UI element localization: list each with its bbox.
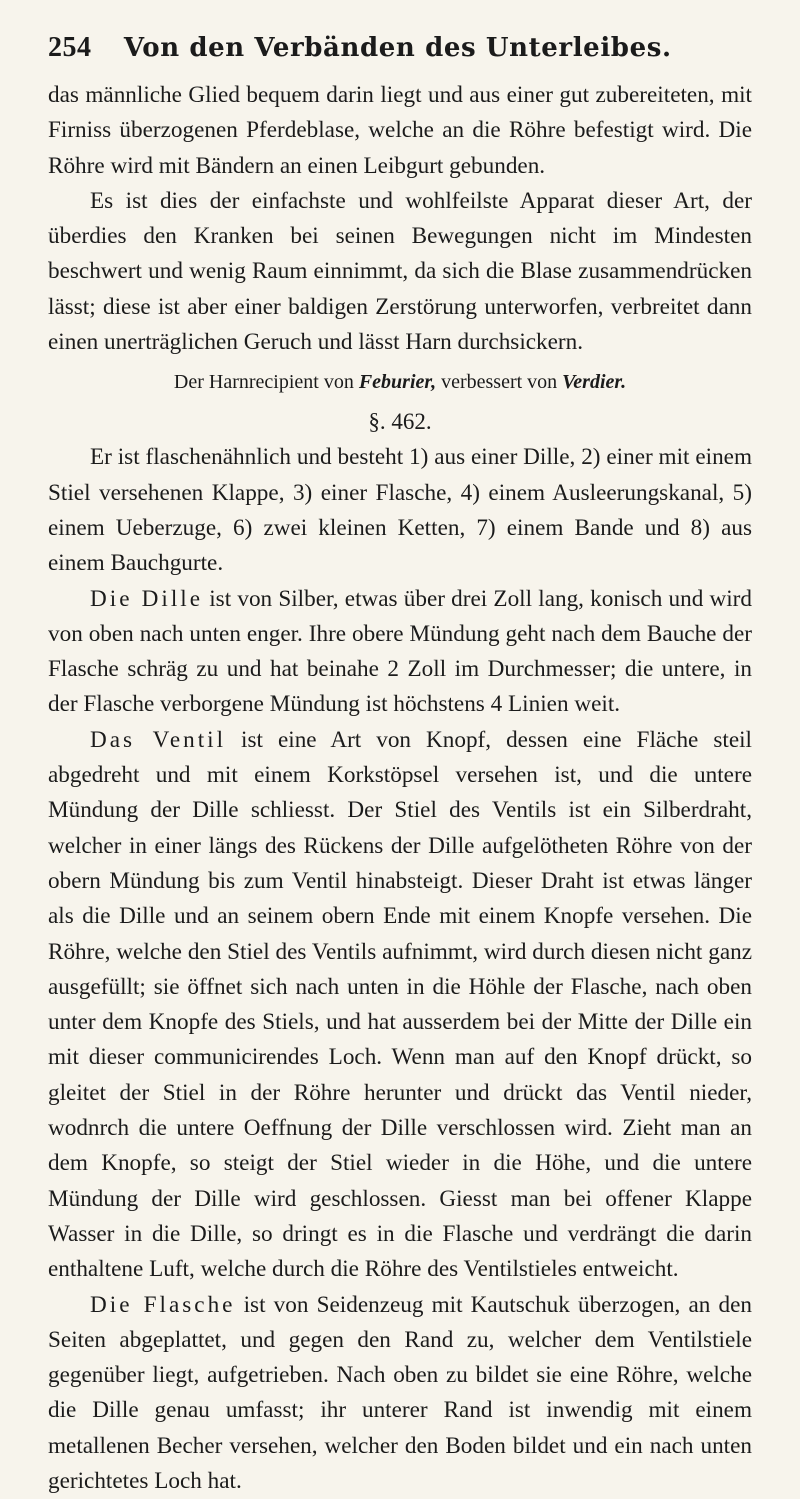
running-title: Von den Verbänden des Unterleibes. [92, 33, 705, 63]
term: Die Dille [90, 586, 203, 612]
page-number: 254 [48, 32, 92, 64]
paragraph-text: ist von Seidenzeug mit Kautschuk überzogen, an den Seiten abgeplattet, und gegen den Rand zu, welcher dem Ventilstiele gegenüber liegt, aufgetrieben. Nach oben zu bildet sie eine Röhre, welche die Dille genau umfasst; ihr unterer Rand ist inwendig mit einem metallenen Becher versehen, welcher den Boden bildet und ein nach unten gerichtetes Loch hat. [48, 1292, 752, 1494]
heading-text: verbessert von [436, 371, 562, 393]
section-heading [48, 368, 752, 396]
section-number: §. 462. [48, 406, 752, 438]
paragraph [48, 582, 752, 723]
page-header [48, 28, 752, 68]
heading-author-name: Feburier, [359, 371, 436, 393]
heading-author-name: Verdier. [562, 371, 626, 393]
paragraph: das männliche Glied bequem darin liegt und aus einer gut zubereiteten, mit Firniss überzogenen Pferdeblase, welche an die Röhre befestigt wird. Die Röhre wird mit Bändern an einen Leibgurt gebunden. [48, 78, 752, 184]
term: Die Flasche [90, 1292, 235, 1318]
paragraph-text: ist eine Art von Knopf, dessen eine Fläche steil abgedreht und mit einem Korkstöpsel versehen ist, und die untere Mündung der Dille schliesst. Der Stiel des Ventils ist ein Silberdraht, welcher in einer längs des Rückens der Dille aufgelötheten Röhre von der obern Mündung bis zum Ventil hinabsteigt. Dieser Draht ist etwas länger als die Dille und an seinem obern Ende mit einem Knopfe versehen. Die Röhre, welche den Stiel des Ventils aufnimmt, wird durch diesen nicht ganz ausgefüllt; sie öffnet sich nach unten in die Höhle der Flasche, nach oben unter dem Knopfe des Stiels, und hat ausserdem bei der Mitte der Dille ein mit dieser communicirendes Loch. Wenn man auf den Knopf drückt, so gleitet der Stiel in der Röhre herunter und drückt das Ventil nieder, wodnrch die untere Oeffnung der Dille verschlossen wird. Zieht man an dem Knopfe, so steigt der Stiel wieder in die Höhe, und die untere Mündung der Dille wird geschlossen. Giesst man bei offener Klappe Wasser in die Dille, so dringt es in die Flasche und verdrängt die darin enthaltene Luft, welche durch die Röhre des Ventilstieles entweicht. [48, 727, 752, 1282]
paragraph-text: ist von Silber, etwas über drei Zoll lang, konisch und wird von oben nach unten enger. Ihre obere Mündung geht nach dem Bauche der Flasche schräg zu und hat beinahe 2 Zoll im Durchmesser; die untere, in der Flasche verborgene Mündung ist höchstens 4 Linien weit. [48, 586, 752, 718]
page-body [48, 78, 752, 1499]
paragraph [48, 723, 752, 1288]
paragraph: Es ist dies der einfachste und wohlfeilste Apparat dieser Art, der überdies den Kranken bei seinen Bewegungen nicht im Mindesten beschwert und wenig Raum einnimmt, da sich die Blase zusammendrücken lässt; diese ist aber einer baldigen Zerstörung unterworfen, verbreitet dann einen unerträglichen Geruch und lässt Harn durchsickern. [48, 184, 752, 360]
heading-text: Der Harnrecipient von [174, 371, 359, 393]
term: Das Ventil [90, 727, 226, 753]
paragraph [48, 1288, 752, 1499]
paragraph: Er ist flaschenähnlich und besteht 1) aus einer Dille, 2) einer mit einem Stiel versehenen Klappe, 3) einer Flasche, 4) einem Ausleerungskanal, 5) einem Ueberzuge, 6) zwei kleinen Ketten, 7) einem Bande und 8) aus einem Bauchgurte. [48, 440, 752, 581]
